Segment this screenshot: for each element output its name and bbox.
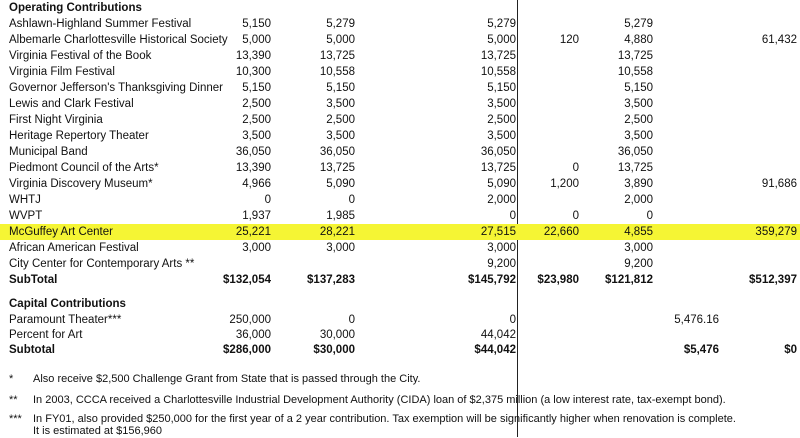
row-c2: 10,558 xyxy=(319,66,355,78)
row-c3: 2,000 xyxy=(487,194,516,206)
row-c3: 13,725 xyxy=(480,50,516,62)
row-c4: 120 xyxy=(559,34,579,46)
row-label: Albemarle Charlottesville Historical Society xyxy=(9,34,228,46)
row-c4: 22,660 xyxy=(543,226,579,238)
table-row xyxy=(0,128,800,144)
table-row xyxy=(0,176,800,192)
row-c5: 5,279 xyxy=(624,18,653,30)
footnote-mark: ** xyxy=(9,394,18,406)
row-c1: 2,500 xyxy=(242,98,271,110)
row-c5: 9,200 xyxy=(624,258,653,270)
subtotal-c6: $512,397 xyxy=(749,274,797,286)
row-c2: 0 xyxy=(348,194,355,206)
row-c1: 3,500 xyxy=(242,130,271,142)
row-c5: 10,558 xyxy=(617,66,653,78)
row-label: Virginia Film Festival xyxy=(9,66,115,78)
subtotal-c1: $286,000 xyxy=(223,344,271,356)
row-c3: 5,279 xyxy=(487,18,516,30)
row-c1: 3,000 xyxy=(242,242,271,254)
row-c5: 13,725 xyxy=(617,162,653,174)
table-row xyxy=(0,48,800,64)
row-c1: 1,937 xyxy=(242,210,271,222)
row-c3: 5,090 xyxy=(487,178,516,190)
row-label: Heritage Repertory Theater xyxy=(9,130,149,142)
row-c6: 359,279 xyxy=(755,226,797,238)
table-row xyxy=(0,144,800,160)
row-c1: 5,000 xyxy=(242,34,271,46)
row-label: Lewis and Clark Festival xyxy=(9,98,134,110)
row-c3: 2,500 xyxy=(487,114,516,126)
footnote xyxy=(9,372,420,386)
row-c5: 3,500 xyxy=(624,98,653,110)
row-c1: 10,300 xyxy=(235,66,271,78)
row-c2: 3,500 xyxy=(326,98,355,110)
subtotal-c5: $121,812 xyxy=(605,274,653,286)
row-label: Governor Jefferson's Thanksgiving Dinner xyxy=(9,82,223,94)
table-row xyxy=(0,32,800,48)
table-row xyxy=(0,256,800,272)
table-row xyxy=(0,16,800,32)
row-c2: 3,500 xyxy=(326,130,355,142)
row-c2: 2,500 xyxy=(326,114,355,126)
operating-heading: Operating Contributions xyxy=(9,2,142,14)
row-c1: 5,150 xyxy=(242,18,271,30)
row-c2: 28,221 xyxy=(319,226,355,238)
row-label: WHTJ xyxy=(9,194,41,206)
row-c2: 1,985 xyxy=(326,210,355,222)
table-row xyxy=(0,96,800,112)
table-row xyxy=(0,240,800,256)
row-c2: 13,725 xyxy=(319,50,355,62)
row-c3: 3,000 xyxy=(487,242,516,254)
row-label: Municipal Band xyxy=(9,146,88,158)
row-c2: 30,000 xyxy=(319,329,355,341)
row-c5: 3,000 xyxy=(624,242,653,254)
table-row xyxy=(0,80,800,96)
footnote-text: In FY01, also provided $250,000 for the first year of a 2 year contribution. Tax exemption will be significantly higher when renovation is complete. xyxy=(33,413,736,425)
footnote-text: In 2003, CCCA received a Charlottesville Industrial Development Authority (CIDA) loan of $2,375 million (a low interest rate, tax-exempt bond). xyxy=(33,394,726,406)
capital-heading: Capital Contributions xyxy=(9,298,126,310)
row-c7: 5,476.16 xyxy=(674,314,719,326)
row-c3: 0 xyxy=(509,314,516,326)
capital-subtotal-row xyxy=(0,342,800,358)
capital-row xyxy=(0,312,800,328)
row-c2: 5,090 xyxy=(326,178,355,190)
row-c2: 5,000 xyxy=(326,34,355,46)
footnote-mark: * xyxy=(9,373,14,385)
table-row xyxy=(0,192,800,208)
row-c3: 3,500 xyxy=(487,130,516,142)
row-label: First Night Virginia xyxy=(9,114,103,126)
row-label: Paramount Theater*** xyxy=(9,314,122,326)
row-c1: 36,050 xyxy=(235,146,271,158)
row-c3: 13,725 xyxy=(480,162,516,174)
row-c6: 61,432 xyxy=(761,34,797,46)
row-c5: 3,500 xyxy=(624,130,653,142)
footnote-text: Also receive $2,500 Challenge Grant from State that is passed through the City. xyxy=(33,373,421,385)
subtotal-c1: $132,054 xyxy=(223,274,271,286)
subtotal-c2: $137,283 xyxy=(307,274,355,286)
row-c1: 250,000 xyxy=(229,314,271,326)
footnote-mark: *** xyxy=(9,413,22,425)
row-c1: 0 xyxy=(264,194,271,206)
table-row xyxy=(0,160,800,176)
row-label: Ashlawn-Highland Summer Festival xyxy=(9,18,192,30)
row-c3: 27,515 xyxy=(480,226,516,238)
row-c1: 36,000 xyxy=(235,329,271,341)
row-c6: 91,686 xyxy=(761,178,797,190)
row-c2: 13,725 xyxy=(319,162,355,174)
row-c5: 13,725 xyxy=(617,50,653,62)
footnote-text: It is estimated at $156,960 xyxy=(33,425,163,437)
operating-heading-row xyxy=(0,0,800,16)
row-c1: 13,390 xyxy=(235,162,271,174)
row-label: Percent for Art xyxy=(9,329,83,341)
row-c1: 13,390 xyxy=(235,50,271,62)
row-c5: 4,880 xyxy=(624,34,653,46)
row-c5: 2,000 xyxy=(624,194,653,206)
subtotal-c6: $0 xyxy=(784,344,797,356)
row-label: Virginia Festival of the Book xyxy=(9,50,152,62)
row-c4: 0 xyxy=(572,162,579,174)
subtotal-c7: $5,476 xyxy=(683,344,719,356)
table-row xyxy=(0,208,800,224)
operating-subtotal-row xyxy=(0,272,800,288)
subtotal-label: Subtotal xyxy=(9,344,55,356)
row-c5: 0 xyxy=(646,210,653,222)
row-c2: 0 xyxy=(348,314,355,326)
row-c3: 44,042 xyxy=(480,329,516,341)
row-c3: 0 xyxy=(509,210,516,222)
row-c1: 25,221 xyxy=(235,226,271,238)
row-c3: 5,150 xyxy=(487,82,516,94)
row-label: City Center for Contemporary Arts ** xyxy=(9,258,195,270)
row-c4: 1,200 xyxy=(550,178,579,190)
subtotal-c3: $44,042 xyxy=(474,344,516,356)
row-c5: 2,500 xyxy=(624,114,653,126)
row-c1: 2,500 xyxy=(242,114,271,126)
row-c3: 9,200 xyxy=(487,258,516,270)
row-c4: 0 xyxy=(572,210,579,222)
row-c2: 3,000 xyxy=(326,242,355,254)
row-c3: 10,558 xyxy=(480,66,516,78)
footnote xyxy=(9,424,162,438)
table-row xyxy=(0,112,800,128)
capital-row xyxy=(0,327,800,343)
subtotal-c2: $30,000 xyxy=(313,344,355,356)
subtotal-c4: $23,980 xyxy=(537,274,579,286)
row-label: McGuffey Art Center xyxy=(9,226,113,238)
subtotal-c3: $145,792 xyxy=(468,274,516,286)
row-c2: 5,150 xyxy=(326,82,355,94)
row-c1: 5,150 xyxy=(242,82,271,94)
row-c5: 5,150 xyxy=(624,82,653,94)
capital-heading-row xyxy=(0,296,800,312)
table-row-highlighted xyxy=(0,224,800,240)
row-c2: 5,279 xyxy=(326,18,355,30)
row-c2: 36,050 xyxy=(319,146,355,158)
row-c3: 5,000 xyxy=(487,34,516,46)
footnote xyxy=(9,393,726,407)
row-label: WVPT xyxy=(9,210,43,222)
row-label: Virginia Discovery Museum* xyxy=(9,178,153,190)
row-c3: 36,050 xyxy=(480,146,516,158)
row-c5: 4,855 xyxy=(624,226,653,238)
row-c5: 36,050 xyxy=(617,146,653,158)
row-c1: 4,966 xyxy=(242,178,271,190)
table-row xyxy=(0,64,800,80)
row-c5: 3,890 xyxy=(624,178,653,190)
subtotal-label: SubTotal xyxy=(9,274,58,286)
row-label: Piedmont Council of the Arts* xyxy=(9,162,159,174)
row-c3: 3,500 xyxy=(487,98,516,110)
row-label: African American Festival xyxy=(9,242,139,254)
